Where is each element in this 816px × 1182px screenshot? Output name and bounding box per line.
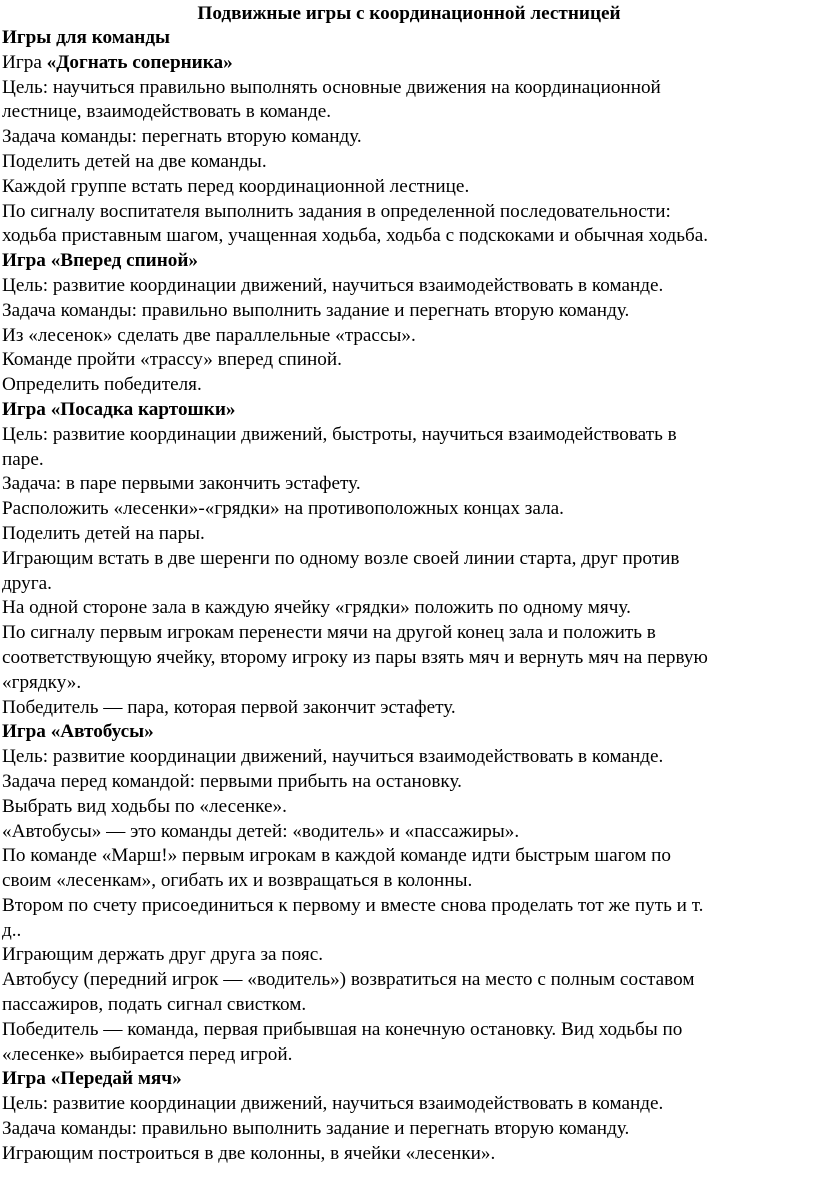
paragraph-line: Цель: развитие координации движений, научиться взаимодействовать в команде. — [2, 1093, 664, 1115]
paragraph-line: Задача: в паре первыми закончить эстафету. — [2, 473, 361, 495]
paragraph-line: Цель: научиться правильно выполнять основные движения на координационной — [2, 76, 661, 98]
paragraph-line: Задача команды: перегнать вторую команду. — [2, 126, 362, 148]
paragraph-line: д.. — [2, 919, 22, 941]
paragraph-line: Каждой группе встать перед координационной лестнице. — [2, 175, 470, 197]
paragraph-line: Расположить «лесенки»-«грядки» на противоположных концах зала. — [2, 498, 564, 520]
section-heading: Игра «Передай мяч» — [2, 1068, 182, 1090]
paragraph-line: своим «лесенкам», огибать их и возвращаться в колонны. — [2, 870, 473, 892]
section-heading: Игра «Автобусы» — [2, 721, 154, 743]
paragraph-line: пассажиров, подать сигнал свистком. — [2, 994, 307, 1016]
paragraph-line: Играющим встать в две шеренги по одному возле своей линии старта, друг против — [2, 547, 680, 569]
paragraph-line: Цель: развитие координации движений, научиться взаимодействовать в команде. — [2, 746, 664, 768]
paragraph-line: Выбрать вид ходьбы по «лесенке». — [2, 795, 287, 817]
paragraph-line: ходьба приставным шагом, учащенная ходьба, ходьба с подскоками и обычная ходьба. — [2, 225, 709, 247]
paragraph-line: Задача перед командой: первыми прибыть на остановку. — [2, 770, 462, 792]
paragraph-line: Цель: развитие координации движений, научиться взаимодействовать в команде. — [2, 274, 664, 296]
game-title-line — [2, 51, 816, 76]
paragraph-line: Цель: развитие координации движений, быстроты, научиться взаимодействовать в — [2, 423, 677, 445]
paragraph-line: Играющим построиться в две колонны, в ячейки «лесенки». — [2, 1142, 496, 1164]
document-body — [2, 26, 816, 1167]
paragraph-line: Втором по счету присоединиться к первому и вместе снова проделать тот же путь и т. — [2, 894, 704, 916]
section-heading: Игры для команды — [2, 27, 171, 48]
section-heading: Игра «Посадка картошки» — [2, 398, 236, 420]
paragraph-line: лестнице, взаимодействовать в команде. — [2, 101, 332, 123]
paragraph-line: Автобусу (передний игрок — «водитель») возвратиться на место с полным составом — [2, 969, 695, 991]
paragraph-line: «грядку». — [2, 671, 82, 693]
paragraph-line: Из «лесенок» сделать две параллельные «трассы». — [2, 324, 416, 346]
game-title-prefix: Игра — [2, 51, 47, 73]
paragraph-line: На одной стороне зала в каждую ячейку «грядки» положить по одному мячу. — [2, 597, 631, 619]
paragraph-line: паре. — [2, 448, 44, 470]
paragraph-line: Команде пройти «трассу» вперед спиной. — [2, 349, 342, 371]
paragraph-line: По команде «Марш!» первым игрокам в каждой команде идти быстрым шагом по — [2, 845, 672, 867]
paragraph-line: «Автобусы» — это команды детей: «водитель» и «пассажиры». — [2, 820, 520, 842]
paragraph-line: «лесенке» выбирается перед игрой. — [2, 1043, 293, 1065]
section-heading: Игра «Вперед спиной» — [2, 250, 199, 272]
document-title: Подвижные игры с координационной лестницей — [197, 3, 621, 24]
paragraph-line: По сигналу воспитателя выполнить задания в определенной последовательности: — [2, 200, 671, 222]
paragraph-line: Поделить детей на две команды. — [2, 150, 267, 172]
game-title-name: «Догнать соперника» — [46, 51, 233, 73]
paragraph-line: Задача команды: правильно выполнить задание и перегнать вторую команду. — [2, 1118, 630, 1140]
paragraph-line: Задача команды: правильно выполнить задание и перегнать вторую команду. — [2, 299, 630, 321]
paragraph-line: друга. — [2, 572, 52, 594]
paragraph-line: соответствующую ячейку, второму игроку из пары взять мяч и вернуть мяч на первую — [2, 646, 708, 668]
paragraph-line: Поделить детей на пары. — [2, 522, 205, 544]
paragraph-line: По сигналу первым игрокам перенести мячи на другой конец зала и положить в — [2, 622, 656, 644]
paragraph-line: Победитель — команда, первая прибывшая на конечную остановку. Вид ходьбы по — [2, 1018, 683, 1040]
paragraph-line: Победитель — пара, которая первой закончит эстафету. — [2, 696, 456, 718]
paragraph-line: Определить победителя. — [2, 374, 202, 396]
paragraph-line: Играющим держать друг друга за пояс. — [2, 944, 324, 966]
